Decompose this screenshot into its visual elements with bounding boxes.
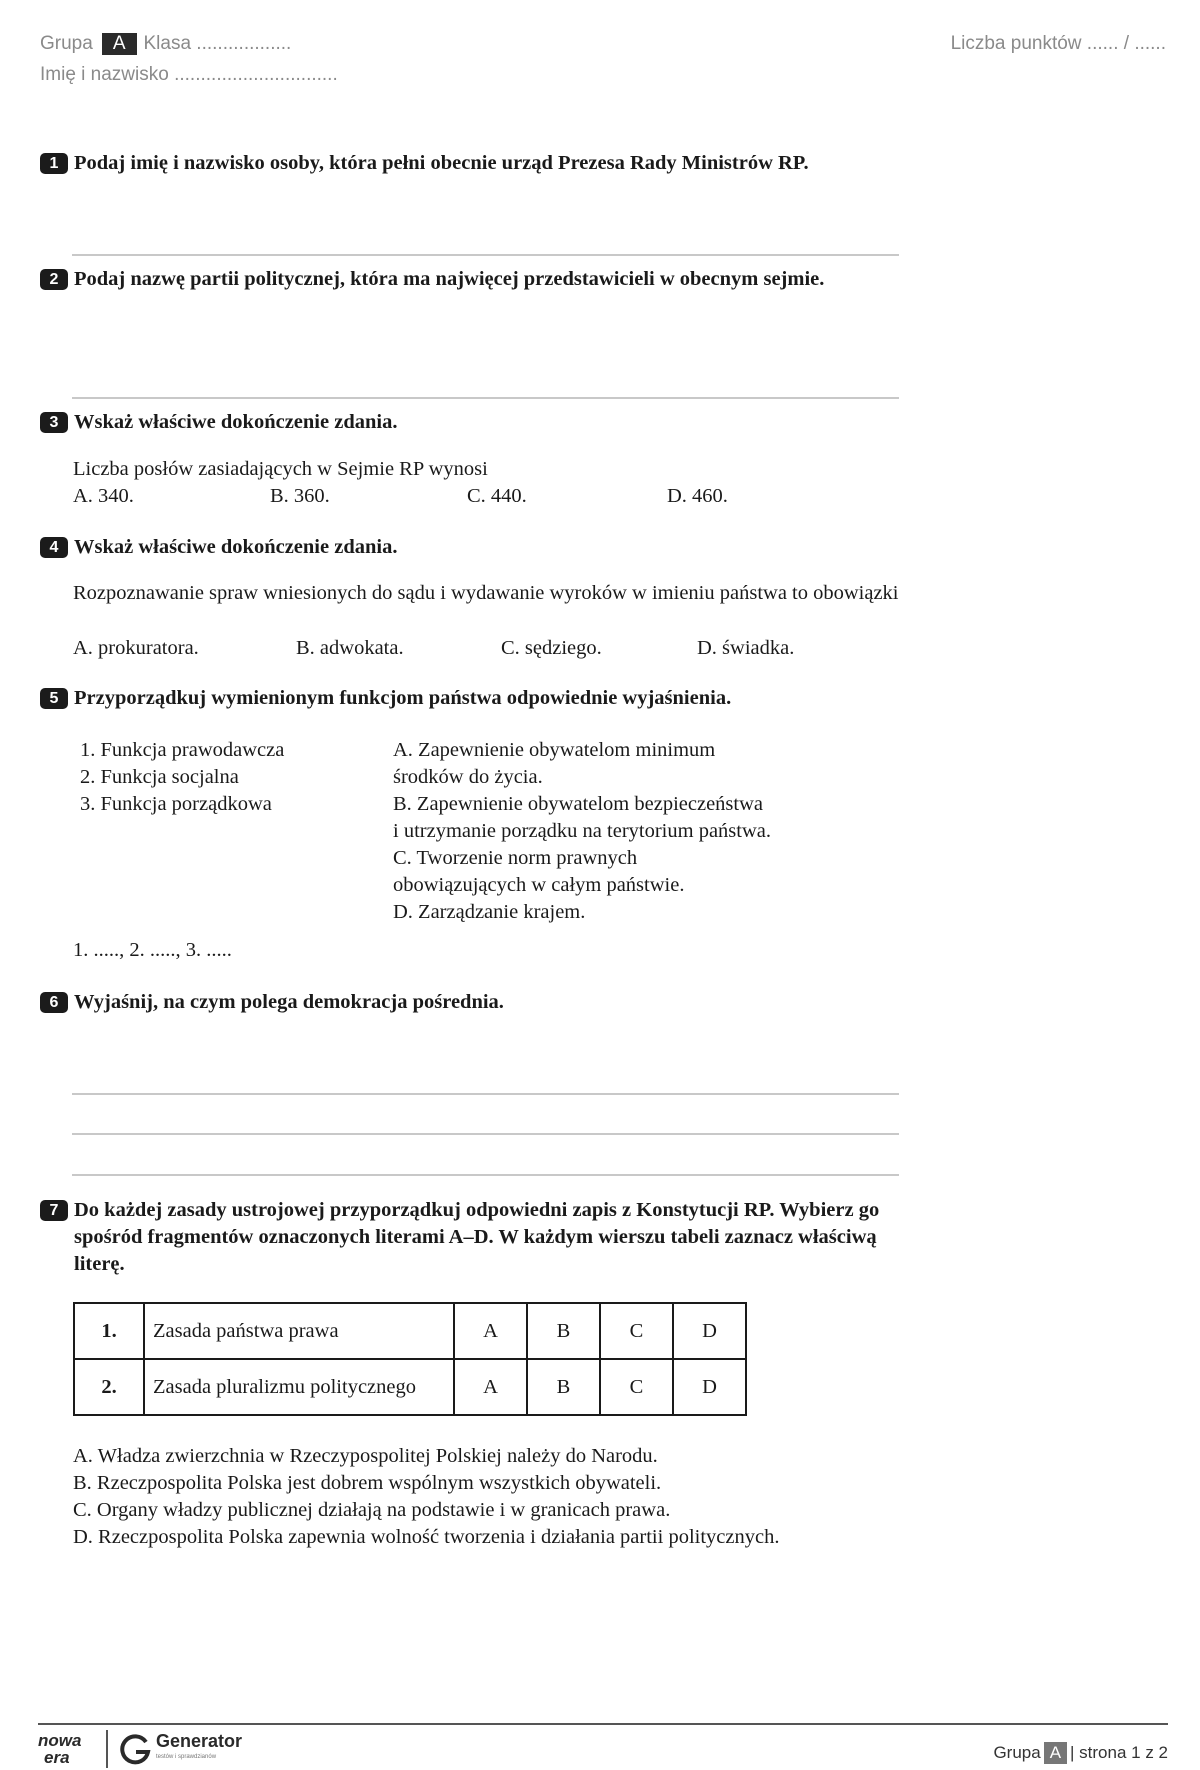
option-b: B. adwokata. — [296, 637, 404, 659]
function-item: 1. Funkcja prawodawcza — [80, 739, 285, 761]
task-6 — [40, 989, 900, 1016]
generator-logo-subtext: testów i sprawdzianów — [156, 1754, 217, 1760]
task-instruction: Wyjaśnij, na czym polega demokracja pośrednia. — [74, 991, 504, 1013]
task-number-badge: 1 — [40, 153, 68, 174]
principle-label: Zasada pluralizmu politycznego — [144, 1359, 454, 1415]
group-badge: A — [102, 33, 137, 55]
option-a: A. 340. — [73, 485, 134, 507]
logo-text-era: era — [44, 1748, 70, 1767]
task-number-badge: 4 — [40, 537, 68, 558]
nowa-era-logo — [38, 1732, 81, 1766]
footer-group-badge: A — [1044, 1742, 1067, 1764]
task-number-badge: 6 — [40, 992, 68, 1013]
choice-cell-d[interactable]: D — [673, 1359, 746, 1415]
choice-cell-d[interactable]: D — [673, 1303, 746, 1359]
task-instruction: Wskaż właściwe dokończenie zdania. — [74, 411, 398, 433]
explanation-line: D. Zarządzanie krajem. — [393, 901, 586, 923]
answer-line — [72, 1174, 899, 1176]
logo-text-nowa: nowa — [38, 1731, 82, 1750]
generator-g-icon — [118, 1733, 152, 1767]
footer-group-label: Grupa — [993, 1743, 1041, 1762]
explanation-line: C. Tworzenie norm prawnych — [393, 847, 638, 869]
choice-cell-b[interactable]: B — [527, 1303, 600, 1359]
choice-cell-b[interactable]: B — [527, 1359, 600, 1415]
header-group-row — [40, 33, 291, 55]
option-d: D. świadka. — [697, 637, 795, 659]
table-row — [74, 1359, 746, 1415]
task-3 — [40, 409, 900, 436]
function-item: 3. Funkcja porządkowa — [80, 793, 272, 815]
answer-line — [72, 397, 899, 399]
choice-cell-a[interactable]: A — [454, 1359, 527, 1415]
points-label: Liczba punktów ...... / ...... — [950, 33, 1166, 54]
task-7 — [40, 1197, 900, 1278]
answer-line — [72, 254, 899, 256]
task-2 — [40, 266, 860, 293]
option-d: D. 460. — [667, 485, 728, 507]
option-b: B. 360. — [270, 485, 330, 507]
task-number-badge: 7 — [40, 1200, 68, 1221]
answer-template: 1. ....., 2. ....., 3. ..... — [73, 939, 232, 961]
explanation-line: środków do życia. — [393, 766, 543, 788]
task-number-badge: 2 — [40, 269, 68, 290]
task-4 — [40, 534, 900, 561]
row-number: 2. — [74, 1359, 144, 1415]
footer-logos — [38, 1730, 268, 1770]
task-number-badge: 3 — [40, 412, 68, 433]
explanation-line: obowiązujących w całym państwie. — [393, 874, 685, 896]
class-label: Klasa .................. — [143, 33, 292, 54]
task-1 — [40, 150, 900, 177]
function-item: 2. Funkcja socjalna — [80, 766, 239, 788]
matching-table — [73, 1302, 747, 1416]
answer-line — [72, 1093, 899, 1095]
option-a: A. prokuratora. — [73, 637, 199, 659]
explanation-line: i utrzymanie porządku na terytorium państwa. — [393, 820, 771, 842]
task-instruction: Przyporządkuj wymienionym funkcjom państwa odpowiednie wyjaśnienia. — [74, 687, 732, 709]
name-label: Imię i nazwisko ............................... — [40, 64, 338, 85]
explanation-line: A. Zapewnienie obywatelom minimum — [393, 739, 716, 761]
footer-page-info — [993, 1742, 1168, 1764]
choice-cell-c[interactable]: C — [600, 1359, 673, 1415]
task-instruction: Podaj nazwę partii politycznej, która ma najwięcej przedstawicieli w obecnym sejmie. — [74, 268, 825, 290]
group-label: Grupa — [40, 33, 93, 54]
footer-divider — [38, 1723, 1168, 1725]
answer-line — [72, 1133, 899, 1135]
fragment-a: A. Władza zwierzchnia w Rzeczypospolitej Polskiej należy do Narodu. — [73, 1445, 658, 1467]
task-instruction: Podaj imię i nazwisko osoby, która pełni obecnie urząd Prezesa Rady Ministrów RP. — [74, 152, 809, 174]
task-5 — [40, 685, 900, 712]
choice-cell-a[interactable]: A — [454, 1303, 527, 1359]
task-number-badge: 5 — [40, 688, 68, 709]
logo-separator — [106, 1730, 108, 1768]
task-instruction: Do każdej zasady ustrojowej przyporządkuj odpowiedni zapis z Konstytucji RP. Wybierz go spośród fragmentów oznaczonych literami A–D. W każdym wierszu tabeli zaznacz właściwą literę. — [74, 1199, 880, 1275]
task-stem: Rozpoznawanie spraw wniesionych do sądu i wydawanie wyroków w imieniu państwa to obowiązki — [73, 582, 899, 604]
principle-label: Zasada państwa prawa — [144, 1303, 454, 1359]
option-c: C. sędziego. — [501, 637, 602, 659]
fragment-d: D. Rzeczpospolita Polska zapewnia wolność tworzenia i działania partii politycznych. — [73, 1526, 780, 1548]
fragment-b: B. Rzeczpospolita Polska jest dobrem wspólnym wszystkich obywateli. — [73, 1472, 662, 1494]
generator-logo-text: Generator — [156, 1731, 243, 1751]
page-counter: | strona 1 z 2 — [1070, 1743, 1168, 1762]
fragment-c: C. Organy władzy publicznej działają na podstawie i w granicach prawa. — [73, 1499, 671, 1521]
explanation-line: B. Zapewnienie obywatelom bezpieczeństwa — [393, 793, 763, 815]
choice-cell-c[interactable]: C — [600, 1303, 673, 1359]
option-c: C. 440. — [467, 485, 527, 507]
task-instruction: Wskaż właściwe dokończenie zdania. — [74, 536, 398, 558]
table-row — [74, 1303, 746, 1359]
row-number: 1. — [74, 1303, 144, 1359]
task-stem: Liczba posłów zasiadających w Sejmie RP wynosi — [73, 458, 488, 480]
